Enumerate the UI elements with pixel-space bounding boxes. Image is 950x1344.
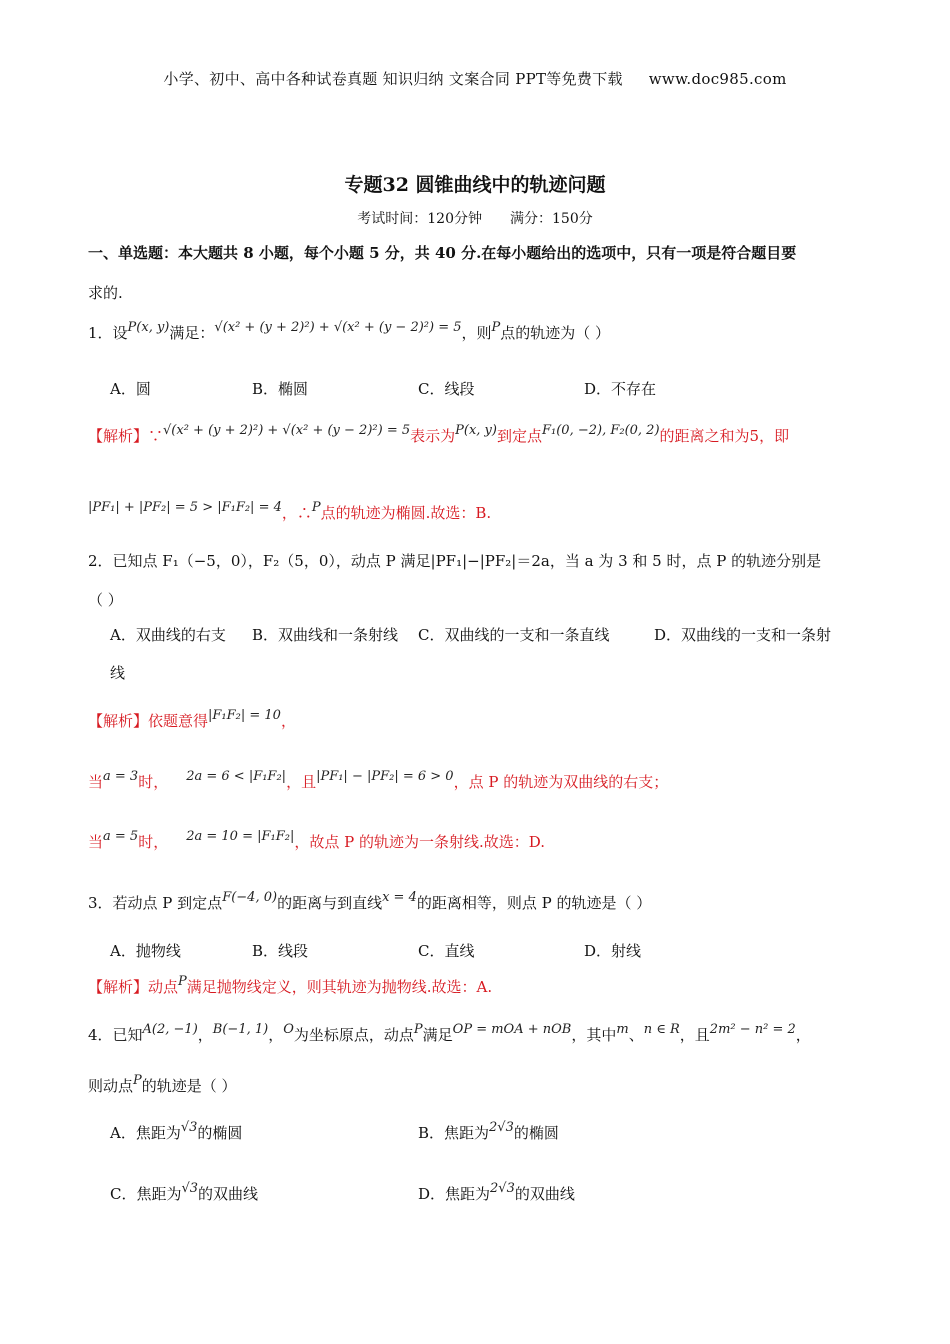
q1-sol2-formula: |PF₁| + |PF₂| = 5 > |F₁F₂| = 4 [88, 500, 282, 515]
q4-optD-b: 的双曲线 [514, 1185, 575, 1203]
q4-f6: m [616, 1022, 629, 1037]
q4-option-a [110, 1122, 242, 1143]
q4-optB-b: 的椭圆 [513, 1124, 559, 1142]
q3-sol-b: 满足抛物线定义，则其轨迹为抛物线.故选：A. [186, 978, 493, 996]
q2-option-d: D．双曲线的一支和一条射 [654, 626, 832, 644]
q1-sol-formula: √(x² + (y + 2)²) + √(x² + (y − 2)²) = 5 [163, 423, 411, 438]
q3-sol-a: 【解析】动点 [88, 978, 179, 996]
q3-stem-a: 3．若动点 P 到定点 [88, 894, 223, 912]
q3-option-a: A．抛物线 [110, 942, 181, 960]
section-heading-cont: 求的. [88, 284, 123, 302]
q2-sol-formula: |F₁F₂| = 10 [208, 708, 281, 723]
q1-sol-point: P(x, y) [455, 423, 497, 438]
q3-f1: F(−4, 0) [222, 890, 278, 905]
q2-solution-line2 [88, 771, 864, 792]
q2-option-b: B．双曲线和一条射线 [252, 626, 399, 644]
q1-sol2-p: P [311, 500, 321, 515]
q1-prefix: 1．设 [88, 324, 128, 342]
page-header [0, 68, 950, 89]
q4-f1: A(2, −1) [142, 1022, 198, 1037]
question-4-cont [88, 1075, 864, 1096]
q4-optB-a: B．焦距为 [418, 1124, 490, 1142]
q3-f2: x = 4 [382, 890, 417, 905]
q2-paren: （ ） [88, 591, 123, 609]
q4-optB-f: 2√3 [489, 1120, 514, 1135]
q3-sol-p: P [178, 974, 187, 989]
q2-l2-f2: 2a = 6 < |F₁F₂| [186, 769, 287, 784]
q4-f2: B(−1, 1) [212, 1022, 269, 1037]
q1-solution-cont [88, 502, 864, 523]
q1-mid: 满足： [169, 324, 215, 342]
q2-l2-f3: |PF₁| − |PF₂| = 6 > 0 [316, 769, 454, 784]
q3-solution [88, 976, 864, 997]
q4-d: 为坐标原点，动点 [293, 1026, 414, 1044]
header-text: 小学、初中、高中各种试卷真题 知识归纳 文案合同 PPT等免费下载 [163, 70, 623, 88]
header-url[interactable]: www.doc985.com [648, 70, 787, 88]
q4-j: ， [795, 1026, 811, 1044]
q2-option-a: A．双曲线的右支 [110, 626, 226, 644]
question-1 [88, 322, 864, 343]
q1-sol-t2: 到定点 [496, 427, 542, 445]
q4-optA-a: A．焦距为 [110, 1124, 181, 1142]
q4-optC-b: 的双曲线 [198, 1185, 259, 1203]
q2-l3-c: ，故点 P 的轨迹为一条射线.故选：D. [294, 833, 545, 851]
question-2: 2．已知点 F₁（−5，0），F₂（5，0），动点 P 满足|PF₁|−|PF₂|＝2a，当 a 为 3 和 5 时，点 P 的轨迹分别是 [88, 552, 822, 570]
q2-l2-f1: a = 3 [103, 769, 139, 784]
q1-sol-t1: 表示为 [410, 427, 456, 445]
q4-f8: 2m² − n² = 2 [709, 1022, 796, 1037]
q4-b: ， [197, 1026, 213, 1044]
q1-sol-foci: F₁(0, −2), F₂(0, 2) [542, 423, 660, 438]
question-3 [88, 892, 864, 913]
q1-point-formula: P(x, y) [127, 320, 170, 335]
q1-sol2-t1: ，∴ [281, 504, 312, 522]
q1-option-b: B．椭圆 [252, 380, 309, 398]
q2-solution [88, 710, 864, 731]
q2-sol-comma: ， [280, 712, 296, 730]
q3-stem-c: 的距离相等，则点 P 的轨迹是（ ） [416, 894, 652, 912]
q1-sol2-t2: 点的轨迹为椭圆.故选：B. [320, 504, 492, 522]
q4-optD-a: D．焦距为 [418, 1185, 491, 1203]
q1-p: P [491, 320, 501, 335]
q3-option-b: B．线段 [252, 942, 309, 960]
q2-sol-label: 【解析】依题意得 [88, 712, 209, 730]
q2-l3-b: 时， [138, 833, 169, 851]
q1-after: ，则 [461, 324, 492, 342]
exam-score: 满分：150分 [510, 211, 593, 227]
q2-l3-a: 当 [88, 833, 104, 851]
q2-option-c: C．双曲线的一支和一条直线 [418, 626, 610, 644]
q3-stem-b: 的距离与到直线 [277, 894, 383, 912]
q4-optC-a: C．焦距为 [110, 1185, 182, 1203]
q2-l2-c: ，且 [286, 773, 317, 791]
q2-l3-f2: 2a = 10 = |F₁F₂| [186, 829, 295, 844]
q2-l2-d: ，点 P 的轨迹为双曲线的右支； [453, 773, 669, 791]
q4-i: ，且 [679, 1026, 710, 1044]
q1-sol-t3: 的距离之和为5，即 [659, 427, 790, 445]
q4-l2-b: 的轨迹是（ ） [141, 1077, 237, 1095]
q1-formula: √(x² + (y + 2)²) + √(x² + (y − 2)²) = 5 [214, 320, 462, 335]
q4-h: 、 [628, 1026, 644, 1044]
q4-option-d [418, 1183, 575, 1204]
q3-option-c: C．直线 [418, 942, 475, 960]
q1-option-c: C．线段 [418, 380, 475, 398]
exam-info [0, 208, 950, 228]
exam-time: 考试时间：120分钟 [357, 211, 482, 227]
q4-optA-b: 的椭圆 [197, 1124, 243, 1142]
q4-a: 4．已知 [88, 1026, 143, 1044]
q1-option-a: A．圆 [110, 380, 151, 398]
q1-sol-label: 【解析】∵ [88, 427, 164, 445]
page-title: 专题32 圆锥曲线中的轨迹问题 [344, 174, 606, 196]
q4-f7: n ∈ R [643, 1022, 680, 1037]
section-heading: 一、单选题：本大题共 8 小题，每个小题 5 分，共 40 分.在每小题给出的选项中，只有一项是符合题目要 [88, 244, 797, 262]
q4-l2-a: 则动点 [88, 1077, 134, 1095]
q4-f5: OP = mOA + nOB [452, 1022, 572, 1037]
q4-f4: P [413, 1022, 423, 1037]
q1-solution [88, 425, 864, 446]
q2-l2-b: 时， [138, 773, 169, 791]
q4-optD-f: 2√3 [490, 1181, 515, 1196]
q1-option-d: D．不存在 [584, 380, 657, 398]
q4-option-c [110, 1183, 258, 1204]
q2-l2-a: 当 [88, 773, 104, 791]
q4-e: 满足 [422, 1026, 453, 1044]
q2-l3-f1: a = 5 [103, 829, 139, 844]
q4-c: ， [268, 1026, 284, 1044]
q4-l2-p: P [133, 1073, 142, 1088]
q1-end: 点的轨迹为（ ） [500, 324, 611, 342]
q4-optC-f: √3 [181, 1181, 199, 1196]
q4-option-b [418, 1122, 559, 1143]
q3-option-d: D．射线 [584, 942, 642, 960]
question-4 [88, 1024, 864, 1045]
q2-solution-line3 [88, 831, 864, 852]
q2-option-d-cont: 线 [110, 664, 126, 682]
q4-g: ，其中 [571, 1026, 617, 1044]
q4-f3: O [283, 1022, 294, 1037]
q4-optA-f: √3 [180, 1120, 198, 1135]
